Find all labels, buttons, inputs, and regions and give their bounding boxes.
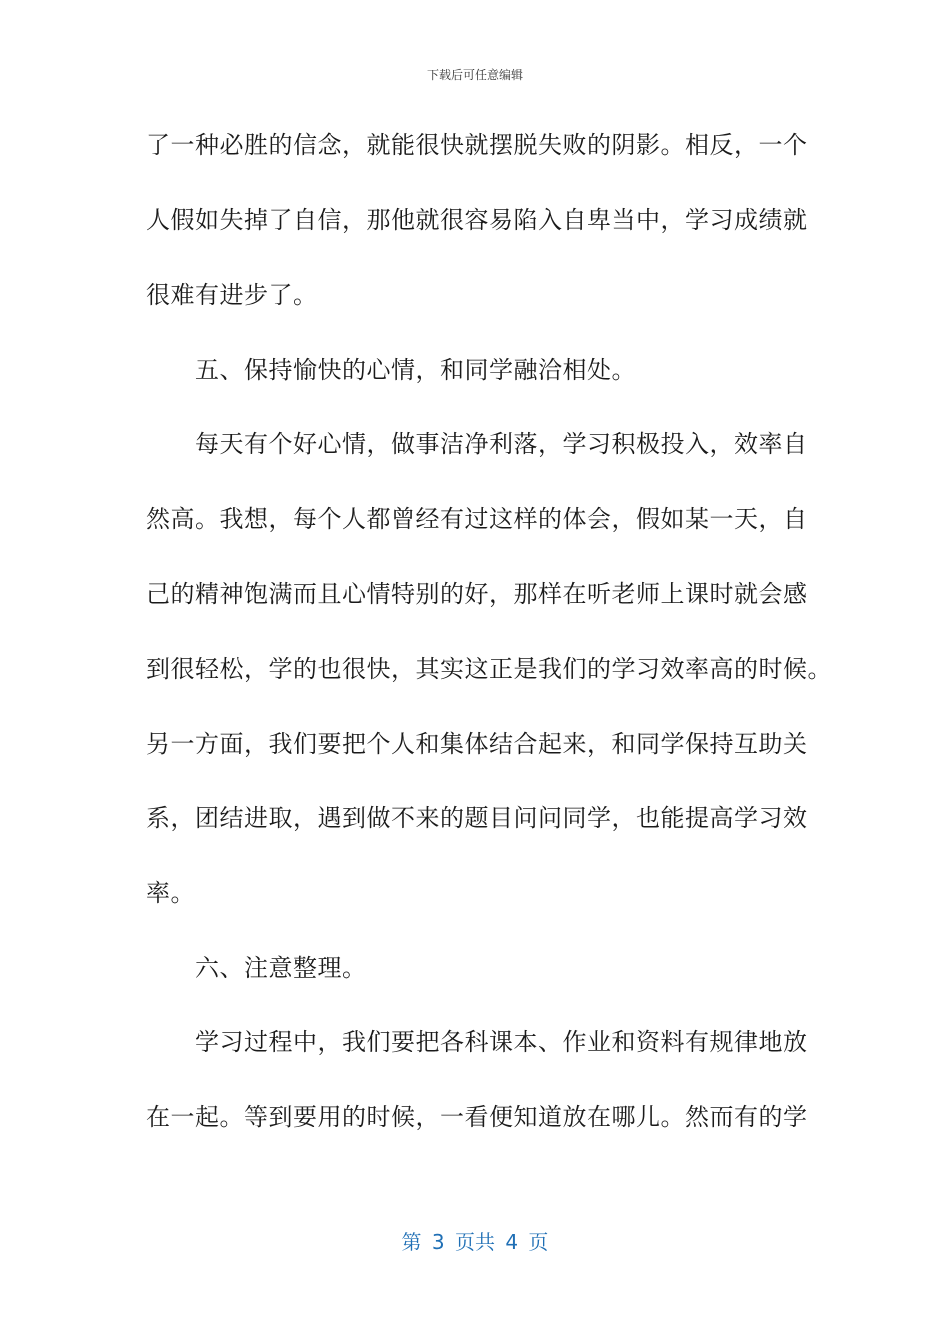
text-line: 了一种必胜的信念，就能很快就摆脱失败的阴影。相反，一个 <box>146 131 808 159</box>
text-line: 率。 <box>146 879 195 907</box>
text-line: 学习过程中，我们要把各科课本、作业和资料有规律地放 <box>146 1028 808 1056</box>
page-header: 下载后可任意编辑 <box>426 68 523 82</box>
text-line: 到很轻松，学的也很快，其实这正是我们的学习效率高的时候。 <box>146 655 832 683</box>
text-line: 人假如失掉了自信，那他就很容易陷入自卑当中，学习成绩就 <box>146 206 808 234</box>
text-line: 每天有个好心情，做事洁净利落，学习积极投入，效率自 <box>146 430 808 458</box>
text-line: 另一方面，我们要把个人和集体结合起来，和同学保持互助关 <box>146 730 808 758</box>
page-number: 第 3 页共 4 页 <box>401 1230 549 1254</box>
text-line: 系，团结进取，遇到做不来的题目问问同学，也能提高学习效 <box>146 804 808 832</box>
text-line: 然高。我想，每个人都曾经有过这样的体会，假如某一天，自 <box>146 505 808 533</box>
section-heading: 六、注意整理。 <box>146 954 367 982</box>
text-line: 己的精神饱满而且心情特别的好，那样在听老师上课时就会感 <box>146 580 808 608</box>
text-line: 在一起。等到要用的时候，一看便知道放在哪儿。然而有的学 <box>146 1103 808 1131</box>
text-line: 很难有进步了。 <box>146 281 318 309</box>
section-heading: 五、保持愉快的心情，和同学融洽相处。 <box>146 356 636 384</box>
